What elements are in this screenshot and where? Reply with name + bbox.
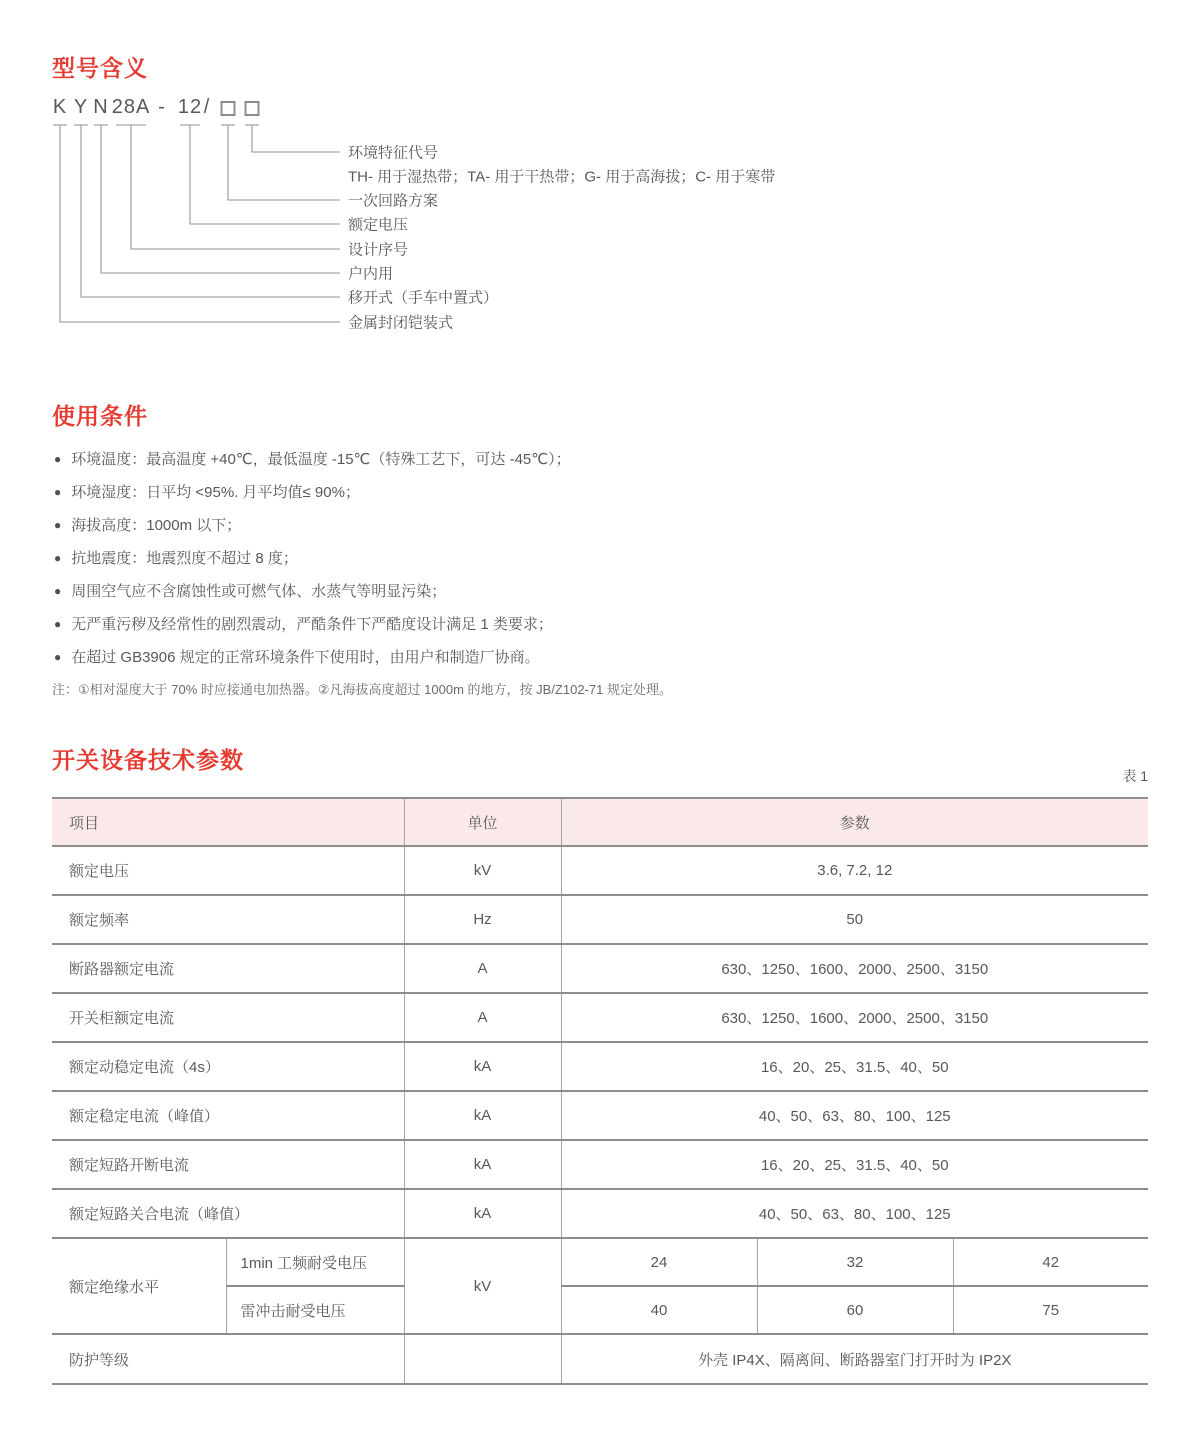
- model-code-segment: 12: [177, 96, 203, 118]
- usage-condition-text: 无严重污秽及经常性的剧烈震动，严酷条件下严酷度设计满足 1 类要求；: [71, 616, 553, 633]
- model-breakdown-label: 户内用: [348, 265, 394, 283]
- model-code-segment: 28A: [111, 96, 151, 118]
- model-code-segment: K: [52, 96, 68, 118]
- bullet-icon: ●: [54, 649, 62, 664]
- table-row: [52, 846, 1148, 895]
- param-value: 40、50、63、80、100、125: [758, 1108, 951, 1125]
- model-breakdown-label: 设计序号: [348, 241, 409, 259]
- param-unit: A: [404, 944, 561, 993]
- usage-condition-text: 在超过 GB3906 规定的正常环境条件下使用时，由用户和制造厂协商。: [71, 649, 540, 666]
- model-breakdown-label: 移开式（手车中置式）: [348, 289, 499, 307]
- usage-condition-text: 抗地震度：地震烈度不超过 8 度；: [71, 550, 298, 567]
- model-code-segment: Y: [73, 96, 89, 118]
- param-value: 42: [1042, 1253, 1060, 1271]
- param-value: 32: [757, 1238, 953, 1286]
- bullet-icon: ●: [54, 517, 62, 532]
- usage-condition-item: [54, 640, 571, 673]
- usage-condition-text: 环境湿度：日平均 <95%. 月平均值≤ 90%；: [71, 484, 360, 501]
- model-code-segment: -: [158, 96, 166, 118]
- param-item: 额定绝缘水平: [52, 1238, 226, 1334]
- param-item: 防护等级: [52, 1334, 404, 1384]
- column-header-item: 项目: [52, 798, 404, 846]
- model-breakdown-label: 额定电压: [348, 216, 409, 234]
- model-breakdown-label: 一次回路方案: [348, 192, 439, 210]
- model-breakdown-label: 环境特征代号: [348, 144, 439, 162]
- param-value: 75: [1042, 1301, 1060, 1319]
- usage-condition-text: 环境温度：最高温度 +40℃，最低温度 -15℃（特殊工艺下，可达 -45℃）；: [71, 451, 571, 468]
- column-header-value: 参数: [561, 798, 1148, 846]
- usage-condition-item: [54, 574, 571, 607]
- param-item: 额定短路关合电流（峰值）: [52, 1189, 404, 1238]
- table-row: [52, 1091, 1148, 1140]
- param-item: 开关柜额定电流: [52, 993, 404, 1042]
- bullet-icon: ●: [54, 550, 62, 565]
- usage-condition-text: 海拔高度：1000m 以下；: [71, 517, 242, 534]
- usage-condition-item: [54, 541, 571, 574]
- table-header-row: [52, 798, 1148, 846]
- table-row: [52, 1189, 1148, 1238]
- param-value: 40: [561, 1286, 757, 1334]
- column-header-unit: 单位: [404, 798, 561, 846]
- table-row: [52, 1042, 1148, 1091]
- param-unit: kA: [404, 1042, 561, 1091]
- usage-condition-text: 周围空气应不含腐蚀性或可燃气体、水蒸气等明显污染；: [71, 583, 447, 600]
- usage-condition-item: [54, 442, 571, 475]
- param-value: 24: [561, 1238, 757, 1286]
- param-item: 额定短路开断电流: [52, 1140, 404, 1189]
- param-item: 额定稳定电流（峰值）: [52, 1091, 404, 1140]
- table-row: [52, 895, 1148, 944]
- param-sub-item: 雷冲击耐受电压: [226, 1286, 404, 1334]
- param-value: 60: [757, 1286, 953, 1334]
- param-value: 3.6, 7.2, 12: [817, 862, 893, 879]
- param-value: 16、20、25、31.5、40、50: [760, 1059, 949, 1076]
- bullet-icon: ●: [54, 484, 62, 499]
- param-unit: [404, 1334, 561, 1384]
- param-sub-item: 1min 工频耐受电压: [226, 1238, 404, 1286]
- param-unit: A: [404, 993, 561, 1042]
- bullet-icon: ●: [54, 583, 62, 598]
- table-row: [52, 944, 1148, 993]
- usage-condition-item: [54, 607, 571, 640]
- param-value: 630、1250、1600、2000、2500、3150: [721, 961, 989, 978]
- section-title-usage-conditions: 使用条件: [52, 403, 148, 429]
- param-item: 断路器额定电流: [52, 944, 404, 993]
- bullet-icon: ●: [54, 616, 62, 631]
- section-title-switchgear-params: 开关设备技术参数: [52, 747, 244, 773]
- param-unit: kV: [404, 1238, 561, 1334]
- usage-condition-item: [54, 475, 571, 508]
- param-unit: Hz: [404, 895, 561, 944]
- param-value: 外壳 IP4X、隔离间、断路器室门打开时为 IP2X: [698, 1351, 1012, 1369]
- param-item: 额定频率: [52, 895, 404, 944]
- table-row: [52, 993, 1148, 1042]
- bullet-icon: ●: [54, 451, 62, 466]
- model-code-segment: N: [93, 96, 109, 118]
- usage-condition-item: [54, 508, 571, 541]
- model-breakdown-label-note: TH- 用于湿热带；TA- 用于干热带；G- 用于高海拔；C- 用于寒带: [348, 168, 776, 186]
- usage-conditions-list: [54, 442, 571, 673]
- parameters-table: [52, 797, 1148, 1385]
- section-title-model-meaning: 型号含义: [52, 55, 148, 81]
- param-item: 额定动稳定电流（4s）: [52, 1042, 404, 1091]
- param-item: 额定电压: [52, 846, 404, 895]
- param-value: 630、1250、1600、2000、2500、3150: [721, 1010, 989, 1027]
- model-breakdown-label: 金属封闭铠装式: [348, 314, 454, 332]
- table-row-protection: [52, 1334, 1148, 1384]
- usage-footnote: 注：①相对湿度大于 70% 时应接通电加热器。②凡海拔高度超过 1000m 的地方，按 JB/Z102-71 规定处理。: [52, 682, 672, 697]
- param-unit: kA: [404, 1140, 561, 1189]
- table-caption: 表 1: [1122, 768, 1148, 784]
- param-value: 50: [846, 911, 864, 928]
- table-row-insulation-1: [52, 1238, 1148, 1286]
- param-value: 16、20、25、31.5、40、50: [760, 1157, 949, 1174]
- table-row: [52, 1140, 1148, 1189]
- model-code-segment: /: [203, 96, 211, 118]
- param-value: 40、50、63、80、100、125: [758, 1206, 951, 1223]
- param-unit: kV: [404, 846, 561, 895]
- param-unit: kA: [404, 1091, 561, 1140]
- param-unit: kA: [404, 1189, 561, 1238]
